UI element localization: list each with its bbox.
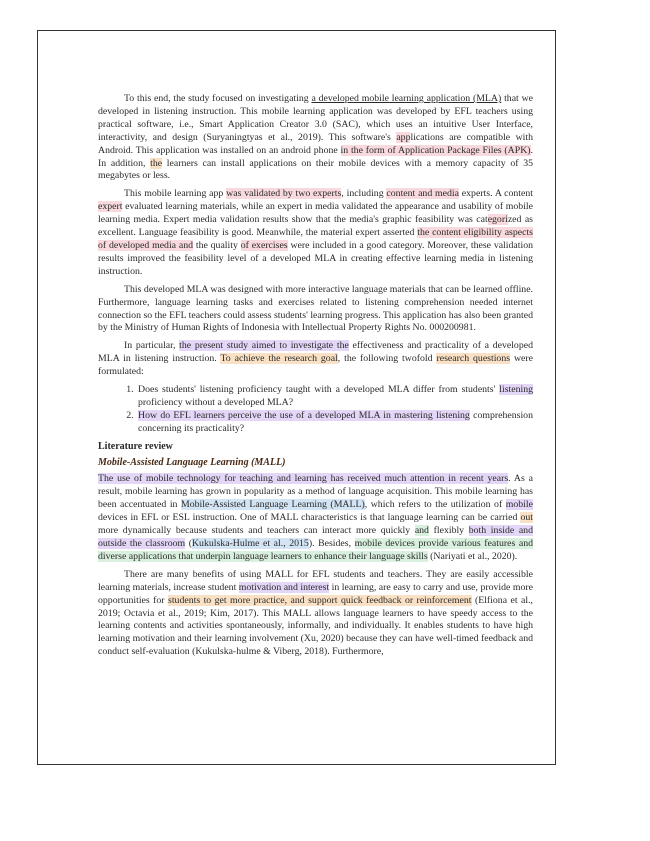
highlight: expert <box>98 201 123 213</box>
highlight: students to get more practice, and support quick feedback or reinforcement <box>168 594 472 606</box>
highlight: the present study aimed to investigate the <box>179 340 349 352</box>
highlight: both inside and outside the classroom <box>98 525 533 549</box>
highlight: out <box>520 512 533 524</box>
research-questions-list <box>98 384 533 436</box>
paragraph-validation: This mobile learning app was validated by two experts, including content and media experts. A content expert evaluated learning materials, while an expert in media validated the appearance and usability of mobile learning media. Expert media validation results show that the media's graphic feasibility was categorized as excellent. Language feasibility is good. Meanwhile, the material expert asserted the content eligibility aspects of developed media and the quality of exercises were included in a good category. Moreover, these validation results improved the feasibility level of a developed MLA in creating effective learning media in listening instruction. <box>98 188 533 277</box>
highlight: Mobile-Assisted Language Learning (MALL) <box>181 499 365 511</box>
research-question: 2. How do EFL learners perceive the use of a developed MLA in mastering listening comprehension concerning its practicality? <box>136 410 533 436</box>
paragraph-mall-benefits: There are many benefits of using MALL for EFL students and teachers. They are easily accessible learning materials, increase student motivation and interest in learning, are easy to carry and use, provide more opportunities for students to get more practice, and support quick feedback or reinforcement (Elfiona et al., 2019; Octavia et al., 2019; Kim, 2017). This MALL allows language learners to have speedy access to the learning contents and activities spontaneously, informally, and individually. It enables students to have high learning motivation and their learning involvement (Xu, 2020) because they can have well-timed feedback and conduct self-evaluation (Kukulska-hulme & Viberg, 2018). Furthermore, <box>98 568 533 658</box>
highlight: mobile <box>505 499 533 511</box>
highlight: research questions <box>436 353 511 365</box>
section-heading: Literature review <box>98 440 173 452</box>
highlight: in the form of Application Package Files (APK) <box>340 144 531 156</box>
highlight: the content eligibility aspects of developed media and <box>98 227 533 251</box>
highlight: content and media <box>386 188 459 200</box>
paragraph-research-aim: In particular, the present study aimed to investigate the effectiveness and practicality of a developed MLA in listening instruction. To achieve the research goal, the following twofold research questions were formulated: <box>98 340 534 378</box>
document-page <box>37 30 556 765</box>
highlight: Kukulska-Hulme et al., 2015 <box>191 538 309 549</box>
highlight: motivation and interest <box>238 581 330 593</box>
paragraph-intro-study: To this end, the study focused on investigating a developed mobile learning application (MLA) that we developed in listening instruction. This mobile learning application was developed by EFL teachers using practical software, i.e., Smart Application Creator 3.0 (SAC), which uses an intuitive User Interface, interactivity, and design (Suryaningtyas et al., 2019). This software's applications are compatible with Android. This application was installed on an android phone in the form of Application Package Files (APK). In addition, the learners can install applications on their mobile devices with a memory capacity of 35 megabytes or less. <box>98 93 533 182</box>
highlight: How do EFL learners perceive the use of a developed MLA in mastering listening <box>138 409 470 421</box>
highlight: listening <box>499 384 533 396</box>
highlight: of exercises <box>240 239 288 251</box>
research-question: 1. Does students' listening proficiency taught with a developed MLA differ from students' listening proficiency without a developed MLA? <box>136 384 533 410</box>
highlight: was validated by two experts <box>226 188 342 200</box>
subheading: Mobile-Assisted Language Learning (MALL) <box>98 456 286 468</box>
paragraph-mall-definition: The use of mobile technology for teaching and learning has received much attention in recent years. As a result, mobile learning has grown in popularity as a method of language acquisition. This mobile learning has been accentuated in Mobile-Assisted Language Learning (MALL), which refers to the utilization of mobile devices in EFL or ESL instruction. One of MALL characteristics is that language learning can be carried out more dynamically because students and teachers can interact more quickly and flexibly both inside and outside the classroom (Kukulska-Hulme et al., 2015). Besides, mobile devices provide various features and diverse applications that underpin language learners to enhance their language skills (Nariyati et al., 2020). <box>98 473 533 562</box>
highlight: To achieve the research goal <box>220 353 338 365</box>
paragraph-offline-design: This developed MLA was designed with more interactive language materials that can be learned offline. Furthermore, language learning tasks and exercises related to listening comprehension needed internet connection so the EFL teachers could assess students' learning progress. This application has also been granted by the Ministry of Human Rights of Indonesia with Intellectual Property Rights No. 000200981. <box>98 283 533 334</box>
highlight: and <box>414 525 429 537</box>
highlight: egori <box>487 214 508 226</box>
page-content <box>98 93 533 664</box>
underlined-term: a developed mobile learning application (MLA) <box>311 93 502 104</box>
highlight: mobile devices provide various features and diverse applications that underpin language learners to enhance their language skills <box>98 538 533 562</box>
highlight: The use of mobile technology for teaching and learning has received much attention in recent years <box>98 473 509 485</box>
highlight: app <box>396 131 411 143</box>
highlight: the <box>150 157 163 169</box>
